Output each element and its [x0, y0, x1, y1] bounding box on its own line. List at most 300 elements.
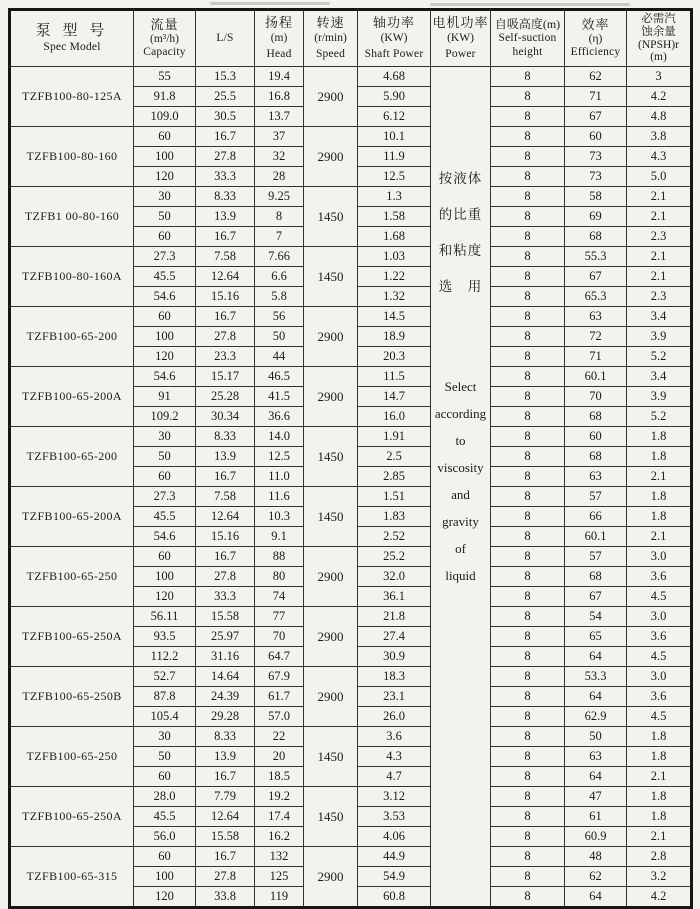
cell-capacity: 100: [134, 567, 196, 587]
note-line: Select: [444, 379, 477, 394]
cell-efficiency: 53.3: [565, 667, 627, 687]
cell-suction-height: 8: [491, 207, 565, 227]
col-header-suction: 自吸高度(m) Self-suction height: [491, 10, 565, 67]
cell-head: 9.25: [255, 187, 304, 207]
cell-capacity: 55: [134, 67, 196, 87]
cell-efficiency: 64: [565, 687, 627, 707]
cell-capacity: 120: [134, 167, 196, 187]
cell-motor-power-note: [431, 67, 491, 908]
cell-efficiency: 68: [565, 567, 627, 587]
table-body: [10, 67, 692, 908]
col-header-model-cn: 泵 型 号: [35, 23, 109, 40]
cell-speed: 2900: [304, 67, 358, 127]
cell-shaft-power: 2.5: [358, 447, 431, 467]
cell-model: TZFB100-65-200: [10, 427, 134, 487]
cell-head: 12.5: [255, 447, 304, 467]
cell-suction-height: 8: [491, 367, 565, 387]
cell-npsh: 2.8: [627, 847, 692, 867]
table-row: [10, 667, 692, 687]
cell-ls: 7.79: [196, 787, 255, 807]
cell-ls: 29.28: [196, 707, 255, 727]
cell-ls: 27.8: [196, 867, 255, 887]
cell-shaft-power: 3.12: [358, 787, 431, 807]
cell-speed: 2900: [304, 547, 358, 607]
cell-ls: 13.9: [196, 207, 255, 227]
cell-head: 8: [255, 207, 304, 227]
cell-shaft-power: 32.0: [358, 567, 431, 587]
cell-suction-height: 8: [491, 527, 565, 547]
note-line: 和粘度: [438, 243, 483, 258]
cell-ls: 27.8: [196, 327, 255, 347]
cell-suction-height: 8: [491, 187, 565, 207]
cell-npsh: 4.5: [627, 647, 692, 667]
cell-model: TZFB100-80-125A: [10, 67, 134, 127]
note-line: 选 用: [438, 279, 483, 294]
table-row: [10, 487, 692, 507]
cell-ls: 7.58: [196, 487, 255, 507]
cell-efficiency: 67: [565, 107, 627, 127]
cell-shaft-power: 21.8: [358, 607, 431, 627]
cell-efficiency: 65: [565, 627, 627, 647]
cell-capacity: 109.2: [134, 407, 196, 427]
cell-suction-height: 8: [491, 127, 565, 147]
cell-ls: 31.16: [196, 647, 255, 667]
cell-speed: 1450: [304, 487, 358, 547]
cell-head: 37: [255, 127, 304, 147]
cell-npsh: 2.1: [627, 267, 692, 287]
cell-head: 10.3: [255, 507, 304, 527]
cell-npsh: 2.1: [627, 247, 692, 267]
cell-npsh: 1.8: [627, 487, 692, 507]
cell-shaft-power: 23.1: [358, 687, 431, 707]
col-header-head: 扬程 (m) Head: [255, 10, 304, 67]
col-header-shaft-power: 轴功率 (KW) Shaft Power: [358, 10, 431, 67]
table-row: [10, 67, 692, 87]
cell-efficiency: 61: [565, 807, 627, 827]
cell-shaft-power: 1.32: [358, 287, 431, 307]
cell-shaft-power: 4.06: [358, 827, 431, 847]
cell-head: 64.7: [255, 647, 304, 667]
cell-suction-height: 8: [491, 167, 565, 187]
cell-capacity: 56.11: [134, 607, 196, 627]
table-row: [10, 367, 692, 387]
cell-shaft-power: 1.58: [358, 207, 431, 227]
cell-ls: 33.3: [196, 587, 255, 607]
cell-efficiency: 60: [565, 127, 627, 147]
cell-head: 9.1: [255, 527, 304, 547]
cell-suction-height: 8: [491, 387, 565, 407]
cell-efficiency: 58: [565, 187, 627, 207]
table-row: [10, 187, 692, 207]
cell-shaft-power: 11.5: [358, 367, 431, 387]
cell-ls: 30.34: [196, 407, 255, 427]
cell-npsh: 4.2: [627, 887, 692, 908]
cell-model: TZFB100-65-200: [10, 307, 134, 367]
cell-npsh: 3.6: [627, 687, 692, 707]
cell-suction-height: 8: [491, 447, 565, 467]
cell-capacity: 60: [134, 467, 196, 487]
header-row: [10, 10, 692, 67]
cell-npsh: 2.1: [627, 767, 692, 787]
cell-npsh: 3.0: [627, 607, 692, 627]
cell-npsh: 3: [627, 67, 692, 87]
cell-suction-height: 8: [491, 687, 565, 707]
cell-ls: 15.58: [196, 827, 255, 847]
cell-ls: 16.7: [196, 547, 255, 567]
cell-efficiency: 50: [565, 727, 627, 747]
cell-head: 44: [255, 347, 304, 367]
cell-head: 6.6: [255, 267, 304, 287]
cell-shaft-power: 4.3: [358, 747, 431, 767]
cell-ls: 16.7: [196, 127, 255, 147]
note-line: liquid: [445, 568, 476, 583]
cell-efficiency: 60.9: [565, 827, 627, 847]
cell-head: 11.6: [255, 487, 304, 507]
cell-capacity: 50: [134, 447, 196, 467]
cell-capacity: 112.2: [134, 647, 196, 667]
cell-suction-height: 8: [491, 247, 565, 267]
cell-capacity: 120: [134, 587, 196, 607]
cell-shaft-power: 10.1: [358, 127, 431, 147]
cell-head: 125: [255, 867, 304, 887]
cell-npsh: 5.0: [627, 167, 692, 187]
cell-capacity: 54.6: [134, 287, 196, 307]
cell-ls: 16.7: [196, 767, 255, 787]
cell-head: 16.2: [255, 827, 304, 847]
cell-head: 7: [255, 227, 304, 247]
cell-head: 7.66: [255, 247, 304, 267]
col-header-motor-power: 电机功率 (KW) Power: [431, 10, 491, 67]
cell-capacity: 100: [134, 867, 196, 887]
cell-suction-height: 8: [491, 67, 565, 87]
cell-npsh: 3.4: [627, 367, 692, 387]
cell-npsh: 3.0: [627, 667, 692, 687]
scan-artifact: [430, 3, 630, 6]
cell-suction-height: 8: [491, 767, 565, 787]
cell-shaft-power: 1.03: [358, 247, 431, 267]
cell-capacity: 100: [134, 147, 196, 167]
cell-capacity: 105.4: [134, 707, 196, 727]
cell-suction-height: 8: [491, 547, 565, 567]
cell-efficiency: 63: [565, 467, 627, 487]
cell-suction-height: 8: [491, 787, 565, 807]
table-row: [10, 247, 692, 267]
cell-shaft-power: 1.83: [358, 507, 431, 527]
cell-efficiency: 73: [565, 167, 627, 187]
cell-efficiency: 69: [565, 207, 627, 227]
cell-head: 16.8: [255, 87, 304, 107]
cell-ls: 25.97: [196, 627, 255, 647]
cell-ls: 12.64: [196, 807, 255, 827]
cell-efficiency: 60.1: [565, 527, 627, 547]
cell-head: 13.7: [255, 107, 304, 127]
cell-capacity: 50: [134, 207, 196, 227]
cell-ls: 15.17: [196, 367, 255, 387]
cell-speed: 1450: [304, 187, 358, 247]
cell-suction-height: 8: [491, 487, 565, 507]
cell-ls: 24.39: [196, 687, 255, 707]
cell-ls: 27.8: [196, 147, 255, 167]
cell-efficiency: 72: [565, 327, 627, 347]
cell-capacity: 60: [134, 307, 196, 327]
cell-model: TZFB100-65-250A: [10, 607, 134, 667]
cell-suction-height: 8: [491, 807, 565, 827]
cell-ls: 16.7: [196, 307, 255, 327]
cell-model: TZFB100-65-250A: [10, 787, 134, 847]
cell-shaft-power: 4.7: [358, 767, 431, 787]
cell-suction-height: 8: [491, 647, 565, 667]
cell-suction-height: 8: [491, 727, 565, 747]
cell-shaft-power: 14.5: [358, 307, 431, 327]
cell-capacity: 45.5: [134, 807, 196, 827]
cell-speed: 2900: [304, 667, 358, 727]
cell-ls: 25.5: [196, 87, 255, 107]
note-line: 按液体: [438, 171, 483, 186]
cell-shaft-power: 1.91: [358, 427, 431, 447]
cell-efficiency: 70: [565, 387, 627, 407]
cell-npsh: 3.6: [627, 567, 692, 587]
cell-suction-height: 8: [491, 827, 565, 847]
cell-shaft-power: 14.7: [358, 387, 431, 407]
cell-efficiency: 48: [565, 847, 627, 867]
cell-npsh: 1.8: [627, 747, 692, 767]
cell-efficiency: 55.3: [565, 247, 627, 267]
cell-head: 77: [255, 607, 304, 627]
cell-npsh: 3.4: [627, 307, 692, 327]
cell-shaft-power: 12.5: [358, 167, 431, 187]
cell-capacity: 60: [134, 767, 196, 787]
motor-power-note-cn: [432, 161, 489, 305]
cell-npsh: 1.8: [627, 427, 692, 447]
cell-shaft-power: 25.2: [358, 547, 431, 567]
cell-suction-height: 8: [491, 607, 565, 627]
cell-speed: 2900: [304, 607, 358, 667]
note-line: 的比重: [438, 207, 483, 222]
cell-npsh: 3.9: [627, 387, 692, 407]
cell-capacity: 27.3: [134, 487, 196, 507]
cell-ls: 15.58: [196, 607, 255, 627]
note-line: and: [451, 487, 470, 502]
cell-ls: 12.64: [196, 507, 255, 527]
cell-shaft-power: 2.85: [358, 467, 431, 487]
cell-capacity: 52.7: [134, 667, 196, 687]
cell-head: 50: [255, 327, 304, 347]
cell-efficiency: 64: [565, 767, 627, 787]
cell-capacity: 87.8: [134, 687, 196, 707]
cell-shaft-power: 2.52: [358, 527, 431, 547]
cell-efficiency: 66: [565, 507, 627, 527]
cell-head: 22: [255, 727, 304, 747]
cell-speed: 2900: [304, 307, 358, 367]
cell-npsh: 1.8: [627, 787, 692, 807]
cell-model: TZFB100-65-250: [10, 547, 134, 607]
cell-head: 32: [255, 147, 304, 167]
cell-npsh: 4.5: [627, 587, 692, 607]
cell-npsh: 1.8: [627, 507, 692, 527]
cell-capacity: 30: [134, 727, 196, 747]
cell-capacity: 91: [134, 387, 196, 407]
cell-head: 61.7: [255, 687, 304, 707]
cell-shaft-power: 1.22: [358, 267, 431, 287]
cell-suction-height: 8: [491, 87, 565, 107]
cell-efficiency: 62: [565, 867, 627, 887]
cell-capacity: 54.6: [134, 367, 196, 387]
cell-model: TZFB100-65-200A: [10, 367, 134, 427]
cell-suction-height: 8: [491, 887, 565, 908]
cell-npsh: 1.8: [627, 807, 692, 827]
col-header-npsh: 必需汽 蚀余量 (NPSH)r (m): [627, 10, 692, 67]
cell-efficiency: 47: [565, 787, 627, 807]
pump-spec-table: [8, 8, 692, 903]
cell-ls: 16.7: [196, 467, 255, 487]
table-row: [10, 547, 692, 567]
table-row: [10, 127, 692, 147]
cell-capacity: 91.8: [134, 87, 196, 107]
cell-efficiency: 73: [565, 147, 627, 167]
cell-shaft-power: 4.68: [358, 67, 431, 87]
cell-efficiency: 60: [565, 427, 627, 447]
spec-table: [8, 8, 693, 909]
cell-npsh: 4.3: [627, 147, 692, 167]
cell-head: 17.4: [255, 807, 304, 827]
cell-efficiency: 62: [565, 67, 627, 87]
cell-npsh: 2.1: [627, 207, 692, 227]
cell-shaft-power: 11.9: [358, 147, 431, 167]
cell-suction-height: 8: [491, 847, 565, 867]
scan-artifact: [210, 2, 330, 5]
cell-head: 46.5: [255, 367, 304, 387]
cell-suction-height: 8: [491, 667, 565, 687]
cell-npsh: 2.1: [627, 527, 692, 547]
cell-efficiency: 63: [565, 747, 627, 767]
cell-npsh: 1.8: [627, 447, 692, 467]
cell-shaft-power: 18.3: [358, 667, 431, 687]
cell-npsh: 3.6: [627, 627, 692, 647]
cell-efficiency: 63: [565, 307, 627, 327]
cell-ls: 16.7: [196, 227, 255, 247]
cell-npsh: 2.1: [627, 827, 692, 847]
cell-head: 20: [255, 747, 304, 767]
cell-model: TZFB100-65-250: [10, 727, 134, 787]
col-header-model-en: Spec Model: [43, 40, 101, 53]
cell-capacity: 27.3: [134, 247, 196, 267]
table-row: [10, 427, 692, 447]
cell-npsh: 5.2: [627, 347, 692, 367]
cell-npsh: 2.3: [627, 287, 692, 307]
cell-capacity: 60: [134, 127, 196, 147]
cell-suction-height: 8: [491, 567, 565, 587]
cell-head: 88: [255, 547, 304, 567]
cell-efficiency: 68: [565, 227, 627, 247]
cell-suction-height: 8: [491, 747, 565, 767]
cell-npsh: 3.9: [627, 327, 692, 347]
cell-npsh: 3.2: [627, 867, 692, 887]
cell-efficiency: 71: [565, 347, 627, 367]
cell-suction-height: 8: [491, 227, 565, 247]
cell-ls: 13.9: [196, 447, 255, 467]
cell-ls: 8.33: [196, 427, 255, 447]
cell-ls: 25.28: [196, 387, 255, 407]
cell-shaft-power: 1.3: [358, 187, 431, 207]
cell-efficiency: 71: [565, 87, 627, 107]
cell-capacity: 45.5: [134, 507, 196, 527]
cell-shaft-power: 1.51: [358, 487, 431, 507]
cell-shaft-power: 3.6: [358, 727, 431, 747]
table-row: [10, 307, 692, 327]
cell-capacity: 60: [134, 847, 196, 867]
cell-suction-height: 8: [491, 267, 565, 287]
cell-suction-height: 8: [491, 347, 565, 367]
cell-ls: 27.8: [196, 567, 255, 587]
cell-ls: 33.3: [196, 167, 255, 187]
cell-ls: 14.64: [196, 667, 255, 687]
cell-capacity: 100: [134, 327, 196, 347]
cell-head: 18.5: [255, 767, 304, 787]
cell-head: 70: [255, 627, 304, 647]
cell-efficiency: 57: [565, 547, 627, 567]
motor-power-note-en: [432, 373, 489, 589]
cell-speed: 2900: [304, 367, 358, 427]
cell-speed: 2900: [304, 847, 358, 908]
cell-capacity: 56.0: [134, 827, 196, 847]
cell-ls: 15.16: [196, 287, 255, 307]
cell-shaft-power: 54.9: [358, 867, 431, 887]
cell-ls: 13.9: [196, 747, 255, 767]
cell-ls: 8.33: [196, 727, 255, 747]
cell-shaft-power: 36.1: [358, 587, 431, 607]
col-header-model: [10, 10, 134, 67]
cell-ls: 16.7: [196, 847, 255, 867]
cell-head: 56: [255, 307, 304, 327]
cell-speed: 1450: [304, 727, 358, 787]
cell-ls: 15.16: [196, 527, 255, 547]
cell-capacity: 93.5: [134, 627, 196, 647]
cell-npsh: 5.2: [627, 407, 692, 427]
cell-suction-height: 8: [491, 327, 565, 347]
cell-capacity: 120: [134, 887, 196, 908]
cell-capacity: 60: [134, 227, 196, 247]
cell-capacity: 54.6: [134, 527, 196, 547]
cell-ls: 7.58: [196, 247, 255, 267]
cell-efficiency: 62.9: [565, 707, 627, 727]
cell-head: 5.8: [255, 287, 304, 307]
col-header-capacity: 流量 (m³/h) Capacity: [134, 10, 196, 67]
cell-shaft-power: 27.4: [358, 627, 431, 647]
cell-efficiency: 67: [565, 267, 627, 287]
cell-capacity: 30: [134, 427, 196, 447]
cell-shaft-power: 26.0: [358, 707, 431, 727]
cell-suction-height: 8: [491, 107, 565, 127]
cell-speed: 1450: [304, 247, 358, 307]
cell-ls: 23.3: [196, 347, 255, 367]
cell-efficiency: 68: [565, 407, 627, 427]
cell-suction-height: 8: [491, 587, 565, 607]
note-line: according: [434, 406, 487, 421]
cell-ls: 8.33: [196, 187, 255, 207]
cell-capacity: 45.5: [134, 267, 196, 287]
cell-npsh: 4.5: [627, 707, 692, 727]
col-header-ls: L/S: [196, 10, 255, 67]
cell-shaft-power: 1.68: [358, 227, 431, 247]
cell-efficiency: 68: [565, 447, 627, 467]
cell-suction-height: 8: [491, 307, 565, 327]
cell-shaft-power: 6.12: [358, 107, 431, 127]
cell-suction-height: 8: [491, 287, 565, 307]
cell-efficiency: 60.1: [565, 367, 627, 387]
cell-suction-height: 8: [491, 407, 565, 427]
cell-capacity: 60: [134, 547, 196, 567]
note-line: viscosity: [437, 460, 484, 475]
